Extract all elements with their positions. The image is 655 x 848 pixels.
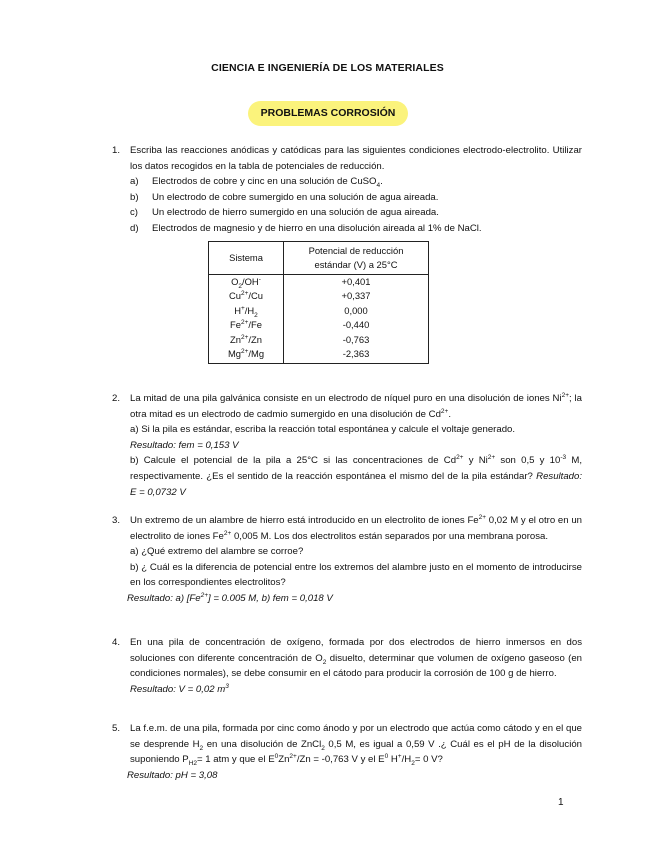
result: Resultado: V = 0,02 $m^3$ [130, 682, 229, 695]
list-item: a) Electrodos de cobre y cinc en una solución de CuSO$_4$. [130, 176, 383, 190]
sub-question: b) Calcule el potencial de la pila a 25°C si las concentraciones de $Cd^{2+}$ y $Ni^{2+}$ son 0,5 y $10^{-3}$ M, respectivamente. ¿Es el sentido de la reacción espontánea el mismo del de la pila estándar? Resultado: E = 0,0732 V [130, 454, 583, 498]
table-header-sistema: Sistema [209, 242, 284, 275]
document-title: CIENCIA E INGENIERÍA DE LOS MATERIALES [211, 62, 444, 74]
sub-question: a) ¿Qué extremo del alambre se corroe? [130, 546, 304, 558]
result: Resultado: fem = 0,153 V [130, 439, 239, 451]
page-number: 1 [558, 797, 564, 808]
list-item: d) Electrodos de magnesio y de hierro en una disolución aireada al 1% de NaCl. [130, 222, 482, 234]
problem-number: 2. [112, 393, 121, 404]
problem-number: 3. [112, 515, 121, 526]
sub-question: a) Si la pila es estándar, escriba la reacción total espontánea y calcule el voltaje generado. [130, 424, 516, 436]
problem-5 [112, 721, 582, 783]
list-item: b) Un electrodo de cobre sumergido en una solución de agua aireada. [130, 191, 439, 203]
problem-text: La f.e.m. de una pila, formada por cinc como ánodo y por un electrodo que actúa como cátodo y en el que se desprende $H_2$ en una disolución de ZnCl$_2$ 0,5 M, es igual a 0,59 V .¿ Cuál es el pH de la disolución suponiendo $P_{H2}= 1$ atm y que el $E^0Zn^{2+}/Zn = -0,763$ V y el $E^0$ $H^+/H_2= 0$ V? [130, 723, 582, 768]
table-header-potencial: Potencial de reducción estándar (V) a 25°C [284, 242, 429, 275]
table-row: $Zn^{2+}/Zn$ -0,763 [209, 333, 429, 347]
problem-text: Escriba las reacciones anódicas y catódicas para las siguientes condiciones electrodo-electrolito. Utilizar los datos recogidos en la tabla de potenciales de reducción. [130, 145, 582, 172]
reduction-potential-table [208, 241, 429, 364]
table-row: $Fe^{2+}/Fe$ -0,440 [209, 318, 429, 332]
table-row: $Mg^{2+}/Mg$ -2,363 [209, 347, 429, 364]
problem-number: 1. [112, 145, 121, 156]
sub-question: b) ¿ Cuál es la diferencia de potencial entre los extremos del alambre justo en el momento de introducirse en los correspondientes electrolitos? [130, 561, 582, 589]
table-row: $H^+/H_2$ 0,000 [209, 304, 429, 318]
problem-3 [112, 513, 582, 607]
table-row: $O_2/OH^-$ +0,401 [209, 275, 429, 290]
table-row: $Cu^{2+}/Cu$ +0,337 [209, 289, 429, 303]
problem-number: 4. [112, 637, 121, 648]
result: Resultado: E = 0,0732 V [130, 470, 583, 498]
problem-text: Un extremo de un alambre de hierro está introducido en un electrolito de iones $Fe^{2+}$ 0,02 M y el otro en un electrolito de iones $Fe^{2+}$ 0,005 M. Los dos electrolitos están separados por una membrana porosa. [130, 513, 582, 542]
problem-4 [112, 635, 582, 697]
result: Resultado: a) $[Fe^{2+}] = 0.005$ M, b) fem = 0,018 V [127, 591, 333, 604]
result: Resultado: pH = 3,08 [127, 769, 218, 781]
list-item: c) Un electrodo de hierro sumergido en una solución de agua aireada. [130, 207, 439, 219]
section-title-highlight: PROBLEMAS CORROSIÓN [248, 101, 408, 126]
problem-2 [112, 391, 582, 500]
problem-1 [112, 143, 582, 237]
problem-text: En una pila de concentración de oxígeno, formada por dos electrodos de hierro inmersos en dos soluciones con diferente concentración de $O_2$ disuelto, determinar que volumen de oxígeno gaseoso (en condiciones normales), se debe consumir en el cátodo para producir la corrosión de 100 g de hierro. [130, 637, 583, 680]
problem-number: 5. [112, 723, 121, 734]
problem-text: La mitad de una pila galvánica consiste en un electrodo de níquel puro en una disolución de iones $Ni^{2+}$; la otra mitad es un electrodo de cadmio sumergido en una disolución de $Cd^{2+}$. [130, 391, 582, 420]
